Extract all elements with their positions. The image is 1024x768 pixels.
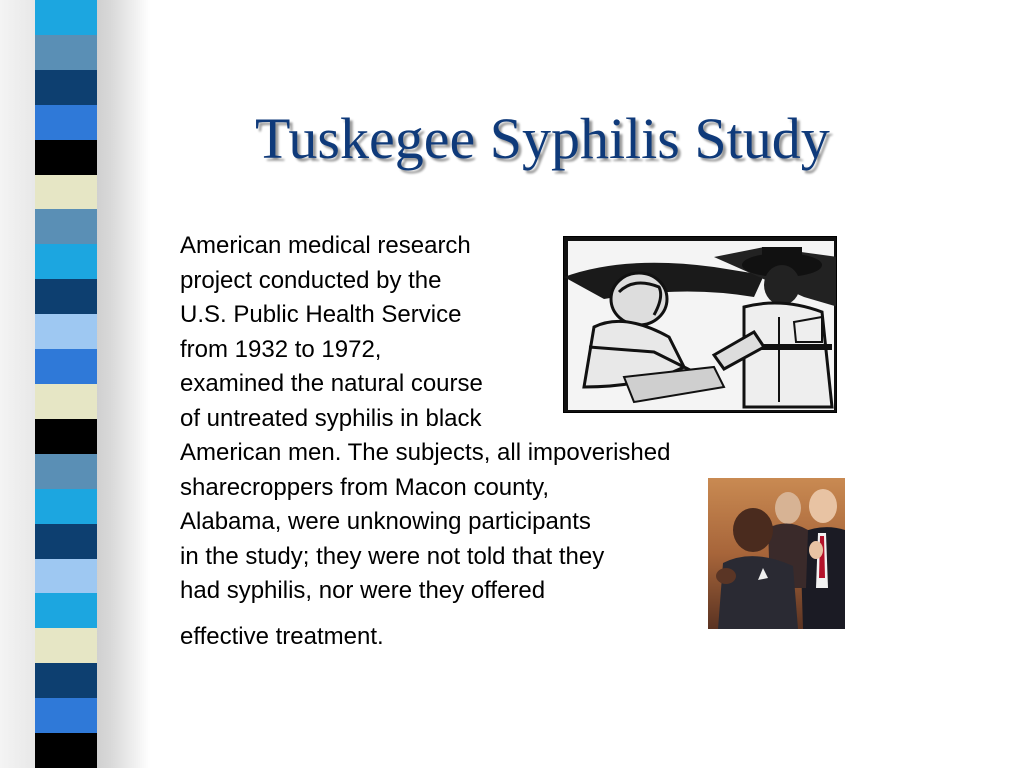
color-block-stripe bbox=[35, 0, 97, 768]
stripe-block bbox=[35, 279, 97, 314]
stripe-block bbox=[35, 489, 97, 524]
stripe-block bbox=[35, 454, 97, 489]
stripe-block bbox=[35, 733, 97, 768]
historic-illustration-image bbox=[563, 236, 837, 413]
illustration-drawing bbox=[564, 237, 837, 413]
decorative-stripe-bar bbox=[0, 0, 150, 768]
stripe-block bbox=[35, 384, 97, 419]
stripe-block bbox=[35, 0, 97, 35]
paragraph-line: American men. The subjects, all impoverished bbox=[180, 439, 671, 466]
stripe-block bbox=[35, 524, 97, 559]
stripe-block bbox=[35, 349, 97, 384]
stripe-block bbox=[35, 35, 97, 70]
slide-title: Tuskegee Syphilis Study bbox=[255, 106, 830, 171]
paragraph-line: of untreated syphilis in black bbox=[180, 404, 482, 432]
paragraph-line: project conducted by the bbox=[180, 266, 442, 294]
paragraph-line: from 1932 to 1972, bbox=[180, 335, 382, 363]
ceremony-photo-image bbox=[708, 478, 845, 629]
paragraph-line: American medical research bbox=[180, 232, 471, 259]
paragraph-line: Alabama, were unknowing participants bbox=[180, 508, 591, 535]
stripe-block bbox=[35, 209, 97, 244]
stripe-block bbox=[35, 175, 97, 210]
paragraph-line: had syphilis, nor were they offered bbox=[180, 577, 546, 604]
paragraph-last-line: effective treatment. bbox=[180, 623, 384, 650]
stripe-block bbox=[35, 698, 97, 733]
stripe-block bbox=[35, 70, 97, 105]
stripe-block bbox=[35, 419, 97, 454]
stripe-block bbox=[35, 140, 97, 175]
paragraph-line: examined the natural course bbox=[180, 370, 483, 397]
ceremony-photo-drawing bbox=[708, 478, 845, 629]
paragraph-line: in the study; they were not told that they bbox=[180, 542, 605, 570]
stripe-block bbox=[35, 244, 97, 279]
paragraph-line: U.S. Public Health Service bbox=[180, 301, 462, 328]
stripe-block bbox=[35, 663, 97, 698]
stripe-block bbox=[35, 105, 97, 140]
stripe-block bbox=[35, 559, 97, 594]
stripe-block bbox=[35, 593, 97, 628]
stripe-block bbox=[35, 314, 97, 349]
stripe-block bbox=[35, 628, 97, 663]
paragraph-line: sharecroppers from Macon county, bbox=[180, 473, 550, 501]
